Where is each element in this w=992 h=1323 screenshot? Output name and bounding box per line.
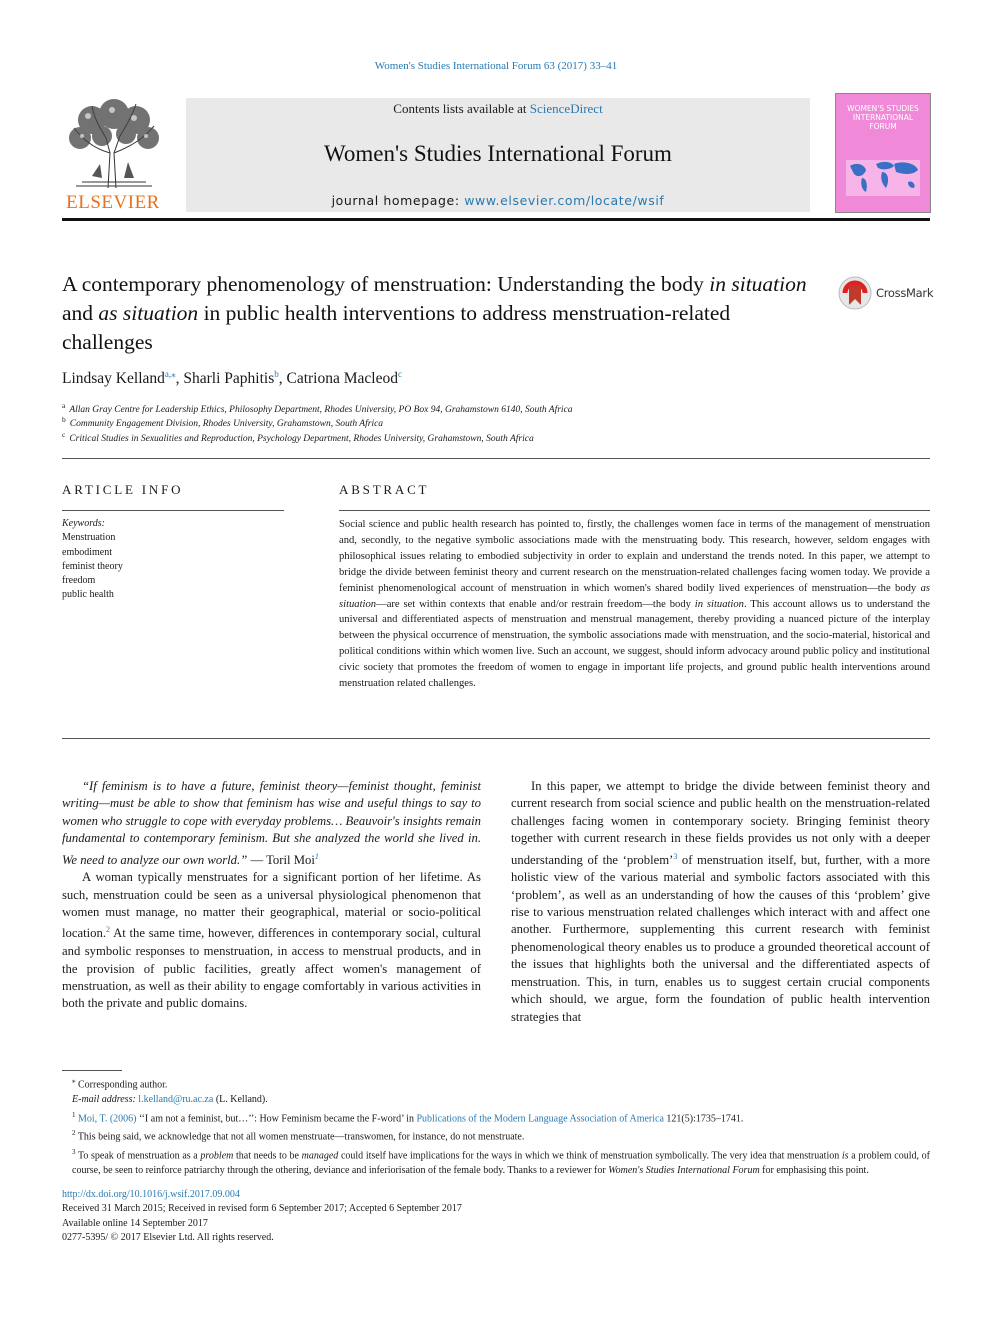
footnote-ref[interactable]: 1 xyxy=(314,851,319,861)
title-emphasis: as situation xyxy=(98,301,199,325)
keywords-label: Keywords: xyxy=(62,518,105,529)
title-part: and xyxy=(62,301,99,325)
abstract-part: —are set within contexts that enable and/or restrain freedom—the body xyxy=(376,598,695,610)
paragraph-text: A woman typically menstruates for a significant portion of her lifetime. As such, menstruation could be seen as a universal physiological phenomenon that women must manage, no matter their geographical, material or socio-political location. xyxy=(62,870,481,941)
body-paragraph xyxy=(511,778,930,1026)
footnote-email xyxy=(62,1093,930,1108)
footnote-emphasis: is xyxy=(841,1150,849,1162)
abstract-emphasis: in situation xyxy=(694,598,744,610)
elsevier-logo[interactable] xyxy=(62,98,164,214)
footnote-ref[interactable]: 2 xyxy=(106,925,111,935)
homepage-link[interactable]: www.elsevier.com/locate/wsif xyxy=(464,193,665,208)
received-dates: Received 31 March 2015; Received in revised form 6 September 2017; Accepted 6 September 2017 xyxy=(62,1203,462,1215)
footnote-2 xyxy=(62,1126,930,1145)
divider xyxy=(62,458,930,459)
body-column-right xyxy=(511,778,930,1026)
available-online-date: Available online 14 September 2017 xyxy=(62,1217,208,1229)
epigraph xyxy=(62,778,481,869)
author-separator: , xyxy=(175,370,184,388)
footnote-corresponding xyxy=(62,1074,930,1093)
elsevier-wordmark: ELSEVIER xyxy=(66,192,160,213)
footnote-emphasis: Women's Studies International Forum xyxy=(608,1165,760,1177)
author-name[interactable]: Catriona Macleod xyxy=(286,370,398,388)
footnote-text: that needs to be xyxy=(233,1150,302,1162)
journal-homepage-line xyxy=(186,193,810,208)
title-emphasis: in situation xyxy=(709,272,807,296)
affiliation-b xyxy=(62,415,383,429)
sciencedirect-link[interactable]: ScienceDirect xyxy=(529,101,603,116)
body-paragraph xyxy=(62,869,481,1012)
footnote-text: 121(5):1735–1741. xyxy=(663,1112,744,1124)
footnote-emphasis: managed xyxy=(301,1150,339,1162)
paragraph-text: In this paper, we attempt to bridge the divide between feminist theory and current research from social science and public health on the menstruation-related challenges facing women in contemporary society. Bringing feminist theory together with current research in these fields provides us not only with a deeper understanding of the ‘problem’ xyxy=(511,779,930,867)
keyword-item: freedom xyxy=(62,575,96,587)
footnote-ref[interactable]: 3 xyxy=(673,851,678,861)
footnote-emphasis: problem xyxy=(200,1150,234,1162)
keywords-block xyxy=(62,517,123,603)
affiliation-text: Community Engagement Division, Rhodes University, Grahamstown, South Africa xyxy=(69,419,384,430)
footnote-divider xyxy=(62,1070,122,1071)
cover-title: WOMEN'S STUDIES INTERNATIONAL FORUM xyxy=(847,104,919,131)
footnote-text: This being said, we acknowledge that not all women menstruate—transwomen, for instance, do not menstruate. xyxy=(75,1131,525,1143)
title-part: A contemporary phenomenology of menstruation: Understanding the body xyxy=(62,272,710,296)
footnote-text: for emphasising this point. xyxy=(759,1165,869,1177)
footnote-marker: ⁎ xyxy=(72,1077,76,1085)
elsevier-tree-icon xyxy=(62,98,164,190)
footnotes xyxy=(62,1074,930,1179)
header-divider xyxy=(62,218,930,221)
journal-title: Women's Studies International Forum xyxy=(324,141,672,166)
divider xyxy=(62,738,930,739)
abstract-emphasis: as situation xyxy=(339,582,930,610)
affiliation-marker: b xyxy=(62,415,66,424)
article-history xyxy=(62,1188,462,1245)
doi-link[interactable]: http://dx.doi.org/10.1016/j.wsif.2017.09.004 xyxy=(62,1189,240,1200)
contents-prefix: Contents lists available at xyxy=(393,101,530,116)
crossmark-icon xyxy=(838,276,872,310)
footnote-text: (L. Kelland). xyxy=(213,1093,268,1105)
crossmark-label: CrossMark xyxy=(876,286,934,300)
affiliation-a xyxy=(62,401,573,415)
footnote-marker: 3 xyxy=(72,1148,76,1157)
divider xyxy=(339,510,930,511)
homepage-prefix: journal homepage: xyxy=(331,193,465,208)
reference-link[interactable]: Moi, T. (2006) xyxy=(78,1112,137,1124)
journal-link[interactable]: Publications of the Modern Language Association of America xyxy=(416,1112,664,1124)
crossmark-button[interactable] xyxy=(838,276,938,310)
author-affiliation-marker[interactable]: c xyxy=(397,369,402,379)
epigraph-attribution: — Toril Moi xyxy=(247,852,315,867)
abstract-heading: ABSTRACT xyxy=(339,482,430,497)
journal-citation-link[interactable]: Women's Studies International Forum 63 (2017) 33–41 xyxy=(374,60,618,72)
affiliation-c xyxy=(62,430,534,444)
affiliation-marker: c xyxy=(62,430,66,439)
divider xyxy=(62,510,284,511)
footnote-text: ‘‘I am not a feminist, but…’’: How Feminism became the F-word’ in xyxy=(136,1112,417,1124)
abstract-part: . This account allows us to understand the universal and differentiated aspects of menstruation and menstrual management, thereby providing a nuanced picture of the interplay between the physical occurrence of menstruation, the symbolic associations made with menstruation, and the socio-material, historical and political conditions within which women live. Such an account, we suggest, should inform advocacy around public policy and institutional civic society that promotes the freedom of women to engage in important life projects, and ground public health interventions around menstruation related challenges. xyxy=(339,598,930,690)
article-info-heading: ARTICLE INFO xyxy=(62,482,184,497)
footnote-marker: 2 xyxy=(72,1129,76,1138)
journal-cover-thumbnail[interactable] xyxy=(835,93,931,213)
article-title xyxy=(62,270,822,357)
affiliation-text: Allan Gray Centre for Leadership Ethics, Philosophy Department, Rhodes University, PO Box 94, Grahamstown 6140, South Africa xyxy=(69,405,573,416)
footnote-text: a problem could, of course, be seen to reinforce patriarchy through the othering, deviance and inferiorisation of the female body. Thanks to a reviewer for xyxy=(72,1150,930,1177)
footnote-text: could itself have implications for the ways in which we think of menstruation symbolically. The very idea that menstruation xyxy=(338,1150,842,1162)
email-link[interactable]: l.kelland@ru.ac.za xyxy=(138,1093,214,1105)
epigraph-quote: “If feminism is to have a future, feminist theory—feminist thought, feminist writing—must be able to show that feminism has wise and useful things to say to women who struggle to cope with everyday problems… Beauvoir's insights remain fundamental to contemporary feminism. But she analyzed the world she lived in. We need to analyze our own world.” xyxy=(62,779,482,867)
abstract-text xyxy=(339,517,930,692)
author-list xyxy=(62,369,402,388)
author-name[interactable]: Lindsay Kelland xyxy=(62,370,165,388)
world-map-icon xyxy=(836,94,930,212)
keyword-item: public health xyxy=(62,589,114,601)
affiliation-text: Critical Studies in Sexualities and Reproduction, Psychology Department, Rhodes University, Grahamstown, South Africa xyxy=(69,434,534,445)
body-column-left xyxy=(62,778,481,1013)
footnote-1 xyxy=(62,1108,930,1127)
abstract-part: Social science and public health research has pointed to, firstly, the challenges women face in terms of the management of menstruation and, secondly, to the negative symbolic associations made with the menstruating body. This research, however, seldom engages with philosophical issues relating to embodied subjectivity in order to explain and understand the trends noted. In this paper, we attempt to bridge the divide between feminist theory and current research on the menstruation-related challenges facing women today. We provide a feminist phenomenological account of menstruation in which women's shared bodily lived experiences of menstruation—the body xyxy=(339,519,930,594)
author-name[interactable]: Sharli Paphitis xyxy=(183,370,275,388)
keyword-item: embodiment xyxy=(62,546,112,558)
footnote-text: Corresponding author. xyxy=(75,1079,168,1091)
contents-available-line xyxy=(186,101,810,117)
affiliation-marker: a xyxy=(62,401,66,410)
footnote-text: To speak of menstruation as a xyxy=(75,1150,201,1162)
email-label: E-mail address: xyxy=(72,1093,139,1105)
author-affiliation-marker[interactable]: b xyxy=(274,369,279,379)
keyword-item: Menstruation xyxy=(62,532,116,544)
footnote-3 xyxy=(62,1145,930,1179)
paragraph-text: At the same time, however, differences in contemporary social, cultural and symbolic responses to menstruation, in access to menstrual products, and in the provision of public facilities, greatly affect women's management of menstruation, as well as their ability to engage comfortably in various activities in both the private and public domains. xyxy=(62,926,481,1011)
paragraph-text: of menstruation itself, but, further, with a more holistic view of the various material and symbolic factors associated with this ‘problem’, as well as an understanding of how the causes of this ‘problem’ give rise to various menstruation related challenges which interact with and affect one another. Furthermore, supplementing this current research with feminist phenomenological theory enables us to produce a grounded theoretical account of the issues that highlights both the universal and the differentiated aspects of menstruation. This, in turn, enables us to suggest certain crucial components which should, we argue, form the foundation of public health intervention strategies that xyxy=(511,852,930,1024)
title-part: in public health interventions to address menstruation-related challenges xyxy=(62,301,731,354)
copyright-line: 0277-5395/ © 2017 Elsevier Ltd. All rights reserved. xyxy=(62,1231,274,1243)
author-separator: , xyxy=(278,370,287,388)
footnote-marker: 1 xyxy=(72,1110,76,1119)
author-affiliation-marker[interactable]: a,⁎ xyxy=(164,369,176,379)
keyword-item: feminist theory xyxy=(62,560,123,572)
